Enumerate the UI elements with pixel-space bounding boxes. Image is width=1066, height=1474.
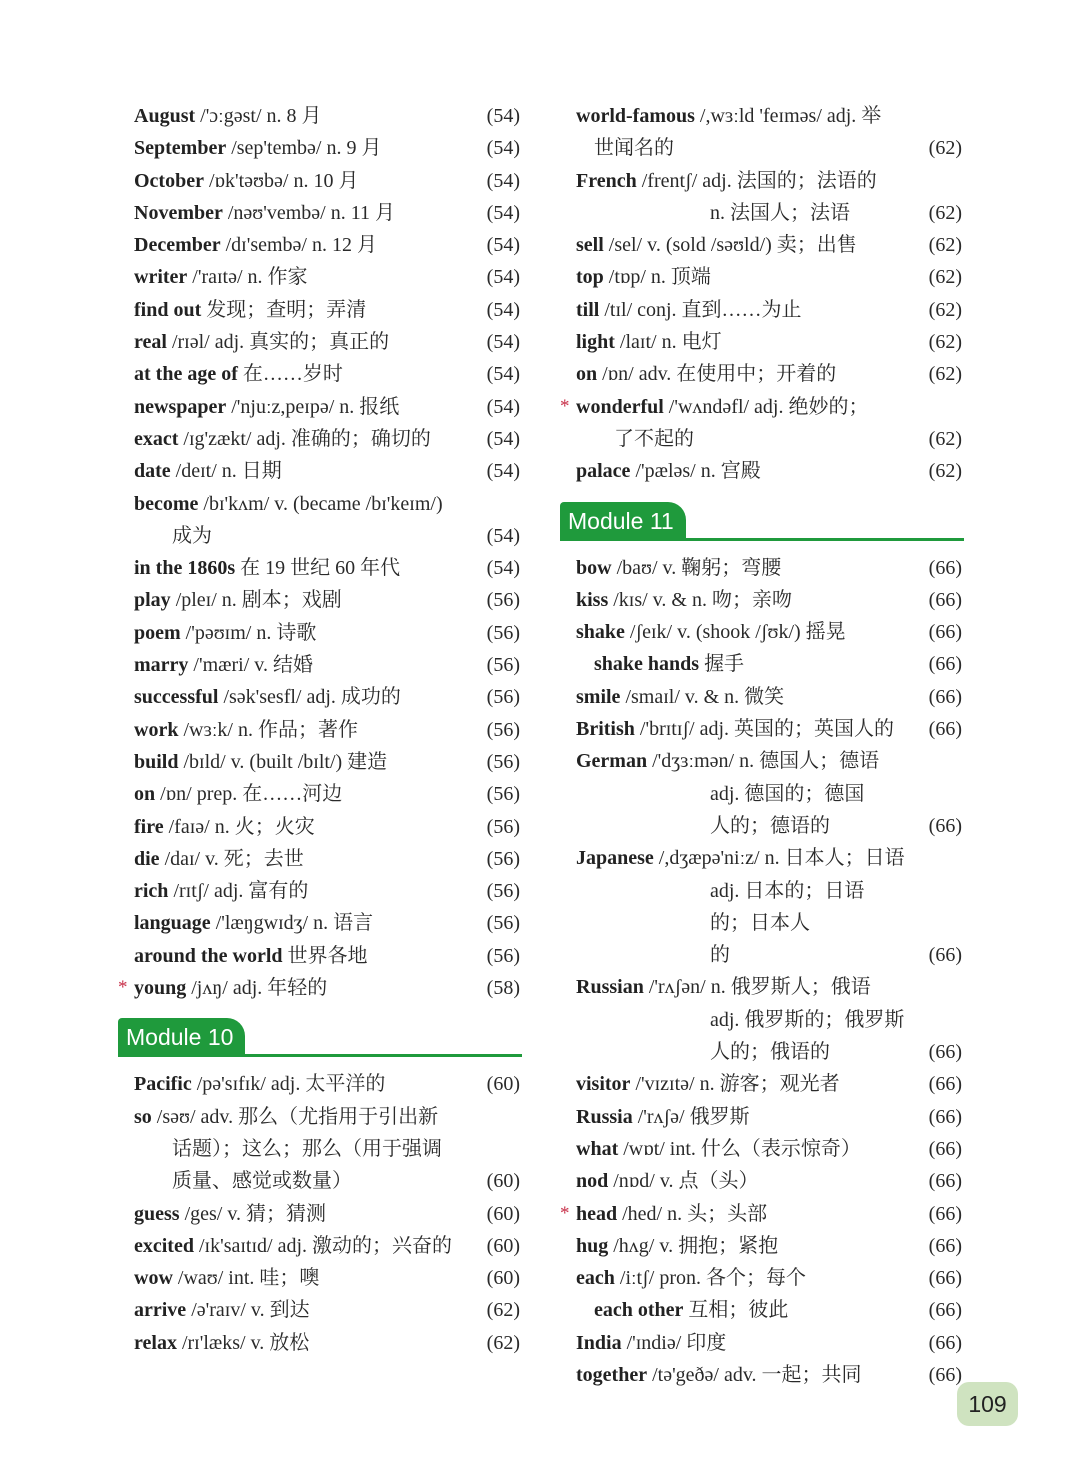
page-ref: (60) bbox=[486, 1267, 520, 1290]
headword: find out bbox=[134, 298, 202, 321]
definition: 人的；德语的 bbox=[710, 814, 830, 837]
definition: /'ɪndiə/ 印度 bbox=[626, 1331, 727, 1354]
page-ref: (62) bbox=[928, 363, 962, 386]
page-ref: (54) bbox=[486, 395, 520, 418]
page-ref: (54) bbox=[486, 524, 520, 547]
headword: build bbox=[134, 750, 179, 773]
headword: rich bbox=[134, 880, 169, 903]
page-ref: (60) bbox=[486, 1073, 520, 1096]
vocab-entry-continuation bbox=[560, 778, 964, 810]
vocab-entry bbox=[560, 261, 964, 293]
vocab-entry bbox=[118, 843, 522, 875]
page-ref: (60) bbox=[486, 1234, 520, 1257]
definition: /iːtʃ/ pron. 各个；每个 bbox=[619, 1267, 806, 1290]
vocab-entry-continuation bbox=[118, 1165, 522, 1197]
vocab-entry bbox=[118, 165, 522, 197]
headword: nod bbox=[576, 1170, 609, 1193]
vocab-entry-continuation bbox=[560, 132, 964, 164]
page-ref: (66) bbox=[928, 685, 962, 708]
headword: shake bbox=[576, 621, 625, 644]
vocab-entry bbox=[560, 713, 964, 745]
headword: together bbox=[576, 1363, 648, 1386]
page-ref: (54) bbox=[486, 266, 520, 289]
definition: /daɪ/ v. 死；去世 bbox=[164, 847, 304, 870]
definition: /ɒk'təʊbə/ n. 10 月 bbox=[208, 169, 359, 192]
headword: each bbox=[576, 1267, 615, 1290]
definition: /səʊ/ adv. 那么（尤指用于引出新 bbox=[156, 1105, 439, 1128]
vocab-entry-continuation bbox=[560, 939, 964, 971]
vocab-entry bbox=[560, 745, 964, 777]
page-ref: (56) bbox=[486, 589, 520, 612]
vocab-entry bbox=[560, 455, 964, 487]
page-ref: (66) bbox=[928, 814, 962, 837]
definition: /hed/ n. 头；头部 bbox=[622, 1202, 768, 1225]
definition: adj. 日本的；日语 bbox=[710, 879, 865, 902]
page-ref: (54) bbox=[486, 557, 520, 580]
page-ref: (66) bbox=[928, 1105, 962, 1128]
definition: /rɪ'læks/ v. 放松 bbox=[181, 1331, 310, 1354]
vocab-entry bbox=[118, 358, 522, 390]
vocab-entry bbox=[118, 294, 522, 326]
vocab-entry bbox=[118, 552, 522, 584]
page-ref: (62) bbox=[928, 137, 962, 160]
page-ref: (54) bbox=[486, 234, 520, 257]
page-ref: (66) bbox=[928, 1299, 962, 1322]
page-ref: (66) bbox=[928, 1137, 962, 1160]
page-ref: (56) bbox=[486, 654, 520, 677]
vocab-entry-continuation bbox=[560, 648, 964, 680]
definition: /bɪld/ v. (built /bɪlt/) 建造 bbox=[183, 750, 388, 773]
headword: French bbox=[576, 169, 637, 192]
vocab-entry-continuation bbox=[560, 197, 964, 229]
headword: visitor bbox=[576, 1073, 631, 1096]
headword: play bbox=[134, 589, 171, 612]
definition: /ɒn/ adv. 在使用中；开着的 bbox=[602, 363, 837, 386]
definition: /wɒt/ int. 什么（表示惊奇） bbox=[623, 1137, 861, 1160]
vocab-entry-continuation bbox=[560, 907, 964, 939]
vocab-entry bbox=[560, 100, 964, 132]
vocab-entry bbox=[560, 326, 964, 358]
vocab-entry bbox=[118, 617, 522, 649]
page-ref: (54) bbox=[486, 460, 520, 483]
vocab-entry bbox=[118, 1262, 522, 1294]
vocab-entry-continuation bbox=[560, 875, 964, 907]
definition: /laɪt/ n. 电灯 bbox=[619, 331, 722, 354]
page-ref: (62) bbox=[928, 331, 962, 354]
headword: work bbox=[134, 718, 179, 741]
page-ref: (66) bbox=[928, 1234, 962, 1257]
module-heading bbox=[118, 1004, 522, 1068]
page-ref: (62) bbox=[928, 460, 962, 483]
vocab-entry bbox=[560, 1359, 964, 1391]
definition: /'njuːz,peɪpə/ n. 报纸 bbox=[231, 395, 400, 418]
headword: head bbox=[576, 1202, 618, 1225]
headword: wonderful bbox=[576, 395, 664, 418]
headword: smile bbox=[576, 685, 621, 708]
vocab-entry bbox=[118, 197, 522, 229]
page-ref: (56) bbox=[486, 944, 520, 967]
module-badge: Module 10 bbox=[118, 1018, 245, 1056]
definition: /nəʊ'vembə/ n. 11 月 bbox=[227, 201, 395, 224]
definition: 握手 bbox=[704, 653, 745, 676]
definition: 话题）；这么；那么（用于强调 bbox=[172, 1137, 442, 1160]
headword: shake hands bbox=[594, 653, 700, 676]
vocab-entry bbox=[118, 584, 522, 616]
definition: /kɪs/ v. & n. 吻；亲吻 bbox=[613, 588, 792, 611]
vocab-entry bbox=[560, 1198, 964, 1230]
vocab-entry bbox=[118, 1068, 522, 1100]
definition: /sək'sesfl/ adj. 成功的 bbox=[223, 686, 401, 709]
definition: n. 法国人；法语 bbox=[710, 201, 850, 224]
definition: /'mæri/ v. 结婚 bbox=[193, 654, 313, 677]
page-ref: (56) bbox=[486, 912, 520, 935]
definition: adj. 俄罗斯的；俄罗斯 bbox=[710, 1008, 905, 1031]
page-ref: (62) bbox=[486, 1331, 520, 1354]
headword: marry bbox=[134, 654, 189, 677]
star-mark: * bbox=[560, 395, 570, 417]
vocab-entry bbox=[560, 681, 964, 713]
page-ref: (66) bbox=[928, 621, 962, 644]
vocab-entry bbox=[118, 940, 522, 972]
vocab-entry bbox=[118, 132, 522, 164]
page-ref: (54) bbox=[486, 331, 520, 354]
headword: Japanese bbox=[576, 847, 654, 870]
vocab-entry bbox=[118, 649, 522, 681]
page-ref: (54) bbox=[486, 363, 520, 386]
headword: what bbox=[576, 1137, 619, 1160]
vocab-entry bbox=[118, 1101, 522, 1133]
definition: /'pæləs/ n. 宫殿 bbox=[635, 460, 761, 483]
headword: arrive bbox=[134, 1299, 187, 1322]
vocab-entry-continuation bbox=[560, 1004, 964, 1036]
definition: /'pəʊɪm/ n. 诗歌 bbox=[185, 621, 317, 644]
definition: /ɒn/ prep. 在……河边 bbox=[160, 783, 343, 806]
vocab-entry bbox=[560, 1262, 964, 1294]
vocab-entry bbox=[118, 488, 522, 520]
definition: 在……岁时 bbox=[242, 363, 343, 386]
module-rule bbox=[560, 538, 964, 541]
page-ref: (66) bbox=[928, 556, 962, 579]
definition: /sel/ v. (sold /səʊld/) 卖；出售 bbox=[608, 234, 857, 257]
headword: date bbox=[134, 460, 171, 483]
definition: /deɪt/ n. 日期 bbox=[175, 460, 282, 483]
definition: /faɪə/ n. 火；火灾 bbox=[168, 815, 315, 838]
definition: /'raɪtə/ n. 作家 bbox=[192, 266, 308, 289]
definition: /,wɜːld 'feɪməs/ adj. 举 bbox=[699, 105, 882, 127]
vocab-entry bbox=[560, 842, 964, 874]
page-ref: (56) bbox=[486, 847, 520, 870]
definition: 世界各地 bbox=[287, 944, 368, 967]
headword: September bbox=[134, 137, 227, 160]
headword: so bbox=[134, 1105, 152, 1128]
headword: die bbox=[134, 847, 160, 870]
headword: real bbox=[134, 331, 167, 354]
definition: /rɪtʃ/ adj. 富有的 bbox=[173, 880, 309, 903]
vocab-entry bbox=[118, 423, 522, 455]
definition: /frentʃ/ adj. 法国的；法语的 bbox=[641, 169, 877, 192]
vocab-entry bbox=[118, 326, 522, 358]
headword: newspaper bbox=[134, 395, 227, 418]
headword: Russian bbox=[576, 976, 644, 999]
headword: guess bbox=[134, 1202, 180, 1225]
definition: /'ɔːgəst/ n. 8 月 bbox=[200, 105, 322, 127]
vocab-entry bbox=[118, 972, 522, 1004]
headword: light bbox=[576, 331, 615, 354]
vocab-entry bbox=[560, 1230, 964, 1262]
vocab-entry bbox=[560, 229, 964, 261]
page-ref: (56) bbox=[486, 718, 520, 741]
vocab-entry bbox=[118, 714, 522, 746]
definition: /sep'tembə/ n. 9 月 bbox=[231, 137, 382, 160]
headword: each other bbox=[594, 1299, 684, 1322]
vocab-entry bbox=[118, 746, 522, 778]
vocab-entry bbox=[118, 1294, 522, 1326]
definition: 了不起的 bbox=[614, 427, 694, 450]
vocab-entry bbox=[560, 1133, 964, 1165]
definition: /'vɪzɪtə/ n. 游客；观光者 bbox=[635, 1073, 840, 1096]
headword: October bbox=[134, 169, 204, 192]
headword: excited bbox=[134, 1234, 194, 1257]
vocab-entry bbox=[560, 971, 964, 1003]
left-column bbox=[118, 100, 522, 1359]
definition: 互相；彼此 bbox=[688, 1299, 789, 1322]
definition: /baʊ/ v. 鞠躬；弯腰 bbox=[616, 556, 782, 579]
vocab-entry-continuation bbox=[118, 520, 522, 552]
headword: palace bbox=[576, 460, 631, 483]
page-ref: (56) bbox=[486, 815, 520, 838]
headword: relax bbox=[134, 1331, 177, 1354]
headword: August bbox=[134, 105, 196, 127]
page-ref: (62) bbox=[928, 266, 962, 289]
headword: at the age of bbox=[134, 363, 238, 386]
page-number: 109 bbox=[957, 1382, 1018, 1426]
page-ref: (66) bbox=[928, 1170, 962, 1193]
headword: December bbox=[134, 234, 221, 257]
headword: become bbox=[134, 492, 199, 515]
definition: /ɪk'saɪtɪd/ adj. 激动的；兴奋的 bbox=[198, 1234, 453, 1257]
vocab-entry bbox=[118, 875, 522, 907]
vocab-entry bbox=[560, 391, 964, 423]
headword: Pacific bbox=[134, 1073, 192, 1096]
headword: fire bbox=[134, 815, 164, 838]
definition: /jʌŋ/ adj. 年轻的 bbox=[191, 977, 328, 1000]
vocab-entry bbox=[118, 1230, 522, 1262]
page-ref: (62) bbox=[928, 427, 962, 450]
definition: /pə'sɪfɪk/ adj. 太平洋的 bbox=[196, 1073, 386, 1096]
definition: /'wʌndəfl/ adj. 绝妙的； bbox=[668, 395, 869, 418]
page-ref: (60) bbox=[486, 1170, 520, 1193]
page-ref: (56) bbox=[486, 783, 520, 806]
definition: /ɪg'zækt/ adj. 准确的；确切的 bbox=[183, 427, 431, 450]
page-ref: (66) bbox=[928, 1041, 962, 1064]
headword: exact bbox=[134, 427, 179, 450]
page-ref: (66) bbox=[928, 718, 962, 741]
page-ref: (56) bbox=[486, 880, 520, 903]
definition: 的 bbox=[710, 944, 730, 967]
vocab-entry bbox=[560, 294, 964, 326]
headword: bow bbox=[576, 556, 612, 579]
definition: /rɪəl/ adj. 真实的；真正的 bbox=[171, 331, 390, 354]
headword: German bbox=[576, 750, 648, 773]
headword: Russia bbox=[576, 1105, 633, 1128]
definition: 人的；俄语的 bbox=[710, 1041, 830, 1064]
headword: on bbox=[576, 363, 598, 386]
definition: 的；日本人 bbox=[710, 911, 810, 934]
definition: /waʊ/ int. 哇；噢 bbox=[177, 1267, 320, 1290]
headword: November bbox=[134, 201, 223, 224]
headword: young bbox=[134, 977, 187, 1000]
headword: language bbox=[134, 912, 211, 935]
page-ref: (62) bbox=[486, 1299, 520, 1322]
vocab-entry bbox=[118, 907, 522, 939]
definition: /'læŋgwɪdʒ/ n. 语言 bbox=[215, 912, 374, 935]
vocab-entry bbox=[118, 1327, 522, 1359]
definition: /ges/ v. 猜；猜测 bbox=[184, 1202, 327, 1225]
vocab-entry bbox=[118, 229, 522, 261]
vocab-entry-continuation bbox=[560, 1036, 964, 1068]
definition: /smaɪl/ v. & n. 微笑 bbox=[625, 685, 785, 708]
headword: in the 1860s bbox=[134, 557, 236, 580]
vocab-entry-continuation bbox=[118, 1133, 522, 1165]
headword: poem bbox=[134, 621, 181, 644]
definition: /tɪl/ conj. 直到……为止 bbox=[604, 298, 802, 321]
vocab-entry bbox=[560, 1165, 964, 1197]
star-mark: * bbox=[560, 1202, 570, 1224]
page-ref: (62) bbox=[928, 298, 962, 321]
page-ref: (54) bbox=[486, 169, 520, 192]
headword: kiss bbox=[576, 588, 609, 611]
page-ref: (66) bbox=[928, 1331, 962, 1354]
definition: /'dʒɜːmən/ n. 德国人；德语 bbox=[652, 750, 880, 773]
page-ref: (56) bbox=[486, 750, 520, 773]
headword: till bbox=[576, 298, 600, 321]
vocab-entry bbox=[560, 616, 964, 648]
definition: /hʌg/ v. 拥抱；紧抱 bbox=[613, 1234, 779, 1257]
page-ref: (56) bbox=[486, 686, 520, 709]
page-ref: (66) bbox=[928, 1073, 962, 1096]
headword: India bbox=[576, 1331, 622, 1354]
vocab-entry bbox=[560, 358, 964, 390]
headword: wow bbox=[134, 1267, 173, 1290]
definition: /tə'geðə/ adv. 一起；共同 bbox=[652, 1363, 862, 1386]
definition: /,dʒæpə'niːz/ n. 日本人；日语 bbox=[658, 847, 905, 870]
vocab-entry bbox=[560, 1101, 964, 1133]
definition: /wɜːk/ n. 作品；著作 bbox=[183, 718, 358, 741]
definition: 发现；查明；弄清 bbox=[206, 298, 367, 321]
definition: 在 19 世纪 60 年代 bbox=[240, 557, 401, 580]
page-ref: (56) bbox=[486, 621, 520, 644]
vocab-entry bbox=[560, 584, 964, 616]
definition: /nɒd/ v. 点（头） bbox=[613, 1170, 759, 1193]
definition: /pleɪ/ n. 剧本；戏剧 bbox=[175, 589, 342, 612]
page-ref: (66) bbox=[928, 1202, 962, 1225]
page-ref: (62) bbox=[928, 234, 962, 257]
star-mark: * bbox=[118, 977, 128, 999]
vocab-entry bbox=[560, 165, 964, 197]
definition: /bɪ'kʌm/ v. (became /bɪ'keɪm/) bbox=[203, 492, 443, 515]
definition: /dɪ'sembə/ n. 12 月 bbox=[225, 234, 377, 257]
vocab-entry bbox=[118, 455, 522, 487]
headword: writer bbox=[134, 266, 188, 289]
page-ref: (54) bbox=[486, 105, 520, 127]
definition: 世闻名的 bbox=[594, 137, 674, 160]
page-ref: (54) bbox=[486, 427, 520, 450]
page-ref: (60) bbox=[486, 1202, 520, 1225]
definition: /tɒp/ n. 顶端 bbox=[608, 266, 711, 289]
headword: sell bbox=[576, 234, 604, 257]
page-ref: (66) bbox=[928, 1267, 962, 1290]
definition: /'rʌʃə/ 俄罗斯 bbox=[637, 1105, 750, 1128]
vocab-entry bbox=[118, 1198, 522, 1230]
vocab-entry bbox=[118, 681, 522, 713]
definition: /ə'raɪv/ v. 到达 bbox=[191, 1299, 310, 1322]
headword: top bbox=[576, 266, 604, 289]
page-ref: (62) bbox=[928, 201, 962, 224]
definition: 质量、感觉或数量） bbox=[172, 1170, 352, 1193]
module-badge: Module 11 bbox=[560, 502, 686, 540]
module-heading bbox=[560, 488, 964, 552]
page-ref: (54) bbox=[486, 298, 520, 321]
vocab-entry bbox=[118, 778, 522, 810]
headword: on bbox=[134, 783, 156, 806]
page-ref: (58) bbox=[486, 977, 520, 1000]
headword: successful bbox=[134, 686, 219, 709]
definition: /ʃeɪk/ v. (shook /ʃʊk/) 摇晃 bbox=[629, 621, 846, 644]
vocab-entry bbox=[118, 261, 522, 293]
definition: /'rʌʃən/ n. 俄罗斯人；俄语 bbox=[648, 976, 871, 999]
vocab-entry-continuation bbox=[560, 423, 964, 455]
vocab-entry bbox=[560, 552, 964, 584]
vocab-entry bbox=[560, 1327, 964, 1359]
headword: world-famous bbox=[576, 105, 695, 127]
vocab-entry bbox=[560, 1068, 964, 1100]
vocab-entry bbox=[118, 100, 522, 132]
headword: British bbox=[576, 718, 635, 741]
vocab-entry bbox=[118, 811, 522, 843]
vocab-entry bbox=[118, 391, 522, 423]
page-ref: (66) bbox=[928, 653, 962, 676]
page-ref: (54) bbox=[486, 137, 520, 160]
page-ref: (66) bbox=[928, 588, 962, 611]
module-rule bbox=[118, 1054, 522, 1057]
definition: /'brɪtɪʃ/ adj. 英国的；英国人的 bbox=[639, 718, 895, 741]
definition: 成为 bbox=[172, 524, 212, 547]
right-column bbox=[560, 100, 964, 1391]
page-ref: (54) bbox=[486, 201, 520, 224]
page-ref: (66) bbox=[928, 944, 962, 967]
definition: adj. 德国的；德国 bbox=[710, 782, 865, 805]
headword: around the world bbox=[134, 944, 283, 967]
headword: hug bbox=[576, 1234, 609, 1257]
vocab-entry-continuation bbox=[560, 1294, 964, 1326]
vocab-entry-continuation bbox=[560, 810, 964, 842]
page-ref: (66) bbox=[928, 1363, 962, 1386]
